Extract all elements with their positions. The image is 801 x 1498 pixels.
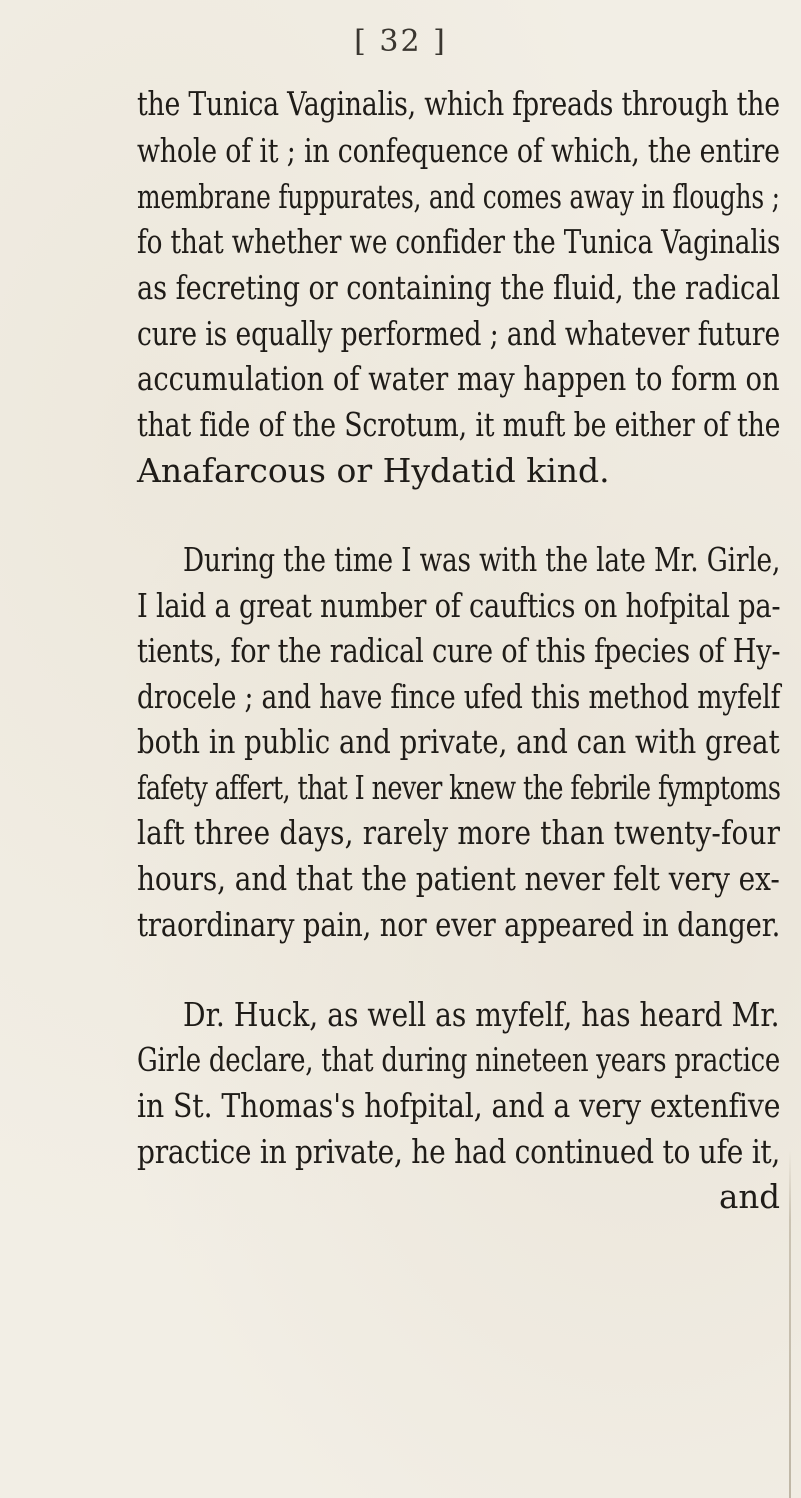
text-line: in St. Thomas's hofpital, and a very extenfive [137,1086,781,1125]
text-line: fo that whether we confider the Tunica Vaginalis [137,222,781,261]
page-edge-shadow [789,1150,791,1498]
text-line: fafety affert, that I never knew the febrile fymptoms [137,768,781,807]
catchword: and [719,1177,781,1216]
text-line: hours, and that the patient never felt very ex- [137,859,780,898]
text-line: tients, for the radical cure of this fpecies of Hy- [137,631,781,670]
text-line: drocele ; and have fince ufed this method myfelf [137,677,781,716]
text-line: laft three days, rarely more than twenty-four [137,813,781,852]
text-line: Anafarcous or Hydatid kind. [137,451,610,490]
text-line: I laid a great number of cauftics on hofpital pa- [137,586,781,625]
text-line: traordinary pain, nor ever appeared in danger. [137,905,781,944]
text-line: whole of it ; in confequence of which, the entire [137,131,780,170]
text-line: During the time I was with the late Mr. Girle, [183,540,781,579]
text-line: the Tunica Vaginalis, which fpreads through the [137,84,780,123]
text-line: that fide of the Scrotum, it muft be either of the [137,405,781,444]
text-line: membrane fuppurates, and comes away in floughs ; [137,177,780,216]
text-line: accumulation of water may happen to form on [137,359,780,398]
text-line: as fecreting or containing the fluid, the radical [137,268,780,307]
page-number: [ 32 ] [354,24,447,59]
text-line: cure is equally performed ; and whatever future [137,314,781,353]
text-line: Girle declare, that during nineteen years practice [137,1040,781,1079]
text-line: Dr. Huck, as well as myfelf, has heard Mr. [183,995,780,1034]
text-line: practice in private, he had continued to ufe it, [137,1132,781,1171]
text-line: both in public and private, and can with great [137,722,780,761]
